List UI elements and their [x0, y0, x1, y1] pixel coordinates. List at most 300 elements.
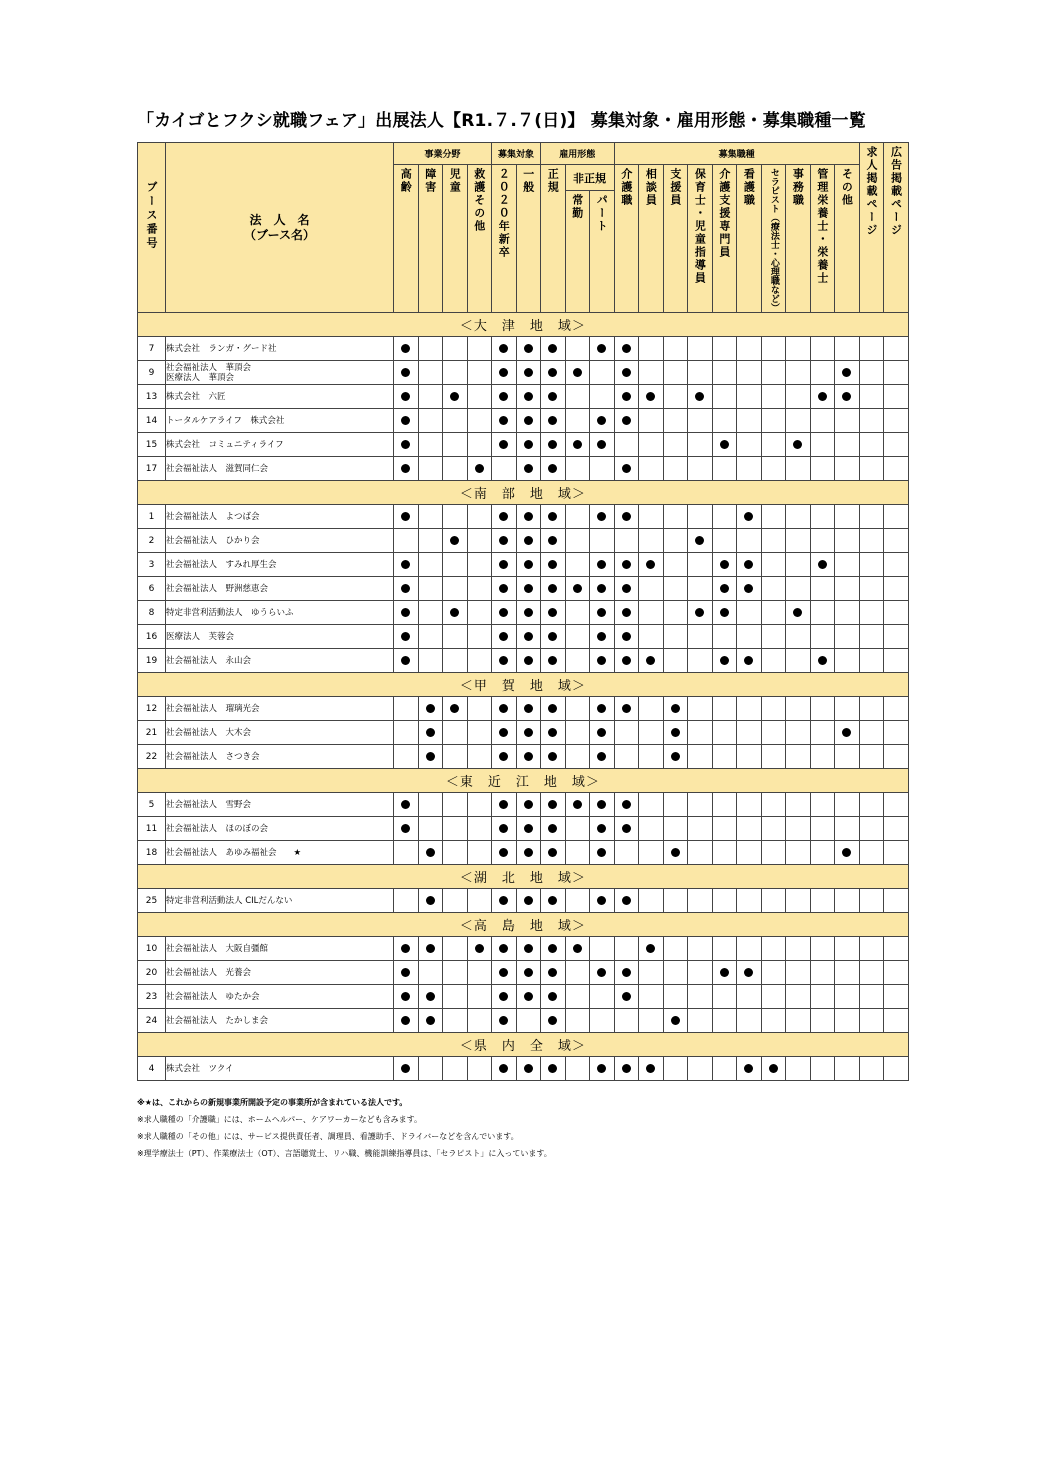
applicable-mark [524, 824, 533, 833]
mark-cell [492, 985, 517, 1009]
corporation-name [166, 529, 394, 553]
mark-cell [712, 625, 737, 649]
region-label: ＜東 近 江 地 域＞ [138, 769, 909, 793]
mark-cell [835, 409, 860, 433]
corporation-name-line: 社会福祉法人 光養会 [166, 967, 252, 978]
mark-cell [884, 1009, 909, 1033]
mark-cell [835, 793, 860, 817]
mark-cell [565, 889, 590, 913]
mark-cell [737, 337, 762, 361]
mark-cell [443, 601, 468, 625]
mark-cell [443, 505, 468, 529]
col-children: 児童 [443, 165, 468, 313]
table-row [138, 409, 909, 433]
corporation-name [166, 601, 394, 625]
mark-cell [541, 529, 566, 553]
mark-cell [639, 697, 664, 721]
mark-cell [786, 361, 811, 385]
mark-cell [443, 817, 468, 841]
mark-cell [590, 625, 615, 649]
col-general: 一般 [516, 165, 541, 313]
mark-cell [639, 985, 664, 1009]
applicable-mark [744, 968, 753, 977]
mark-cell [443, 529, 468, 553]
mark-cell [418, 361, 443, 385]
mark-cell [761, 1057, 786, 1081]
mark-cell [639, 961, 664, 985]
mark-cell [835, 577, 860, 601]
mark-cell [467, 409, 492, 433]
mark-cell [590, 409, 615, 433]
col-elderly: 高齢 [394, 165, 419, 313]
mark-cell [859, 697, 884, 721]
mark-cell [639, 385, 664, 409]
mark-cell [467, 889, 492, 913]
mark-cell [418, 649, 443, 673]
applicable-mark [573, 944, 582, 953]
mark-cell [492, 337, 517, 361]
table-row [138, 1009, 909, 1033]
mark-cell [467, 553, 492, 577]
mark-cell [443, 793, 468, 817]
mark-cell [761, 937, 786, 961]
mark-cell [810, 937, 835, 961]
mark-cell [786, 601, 811, 625]
mark-cell [443, 409, 468, 433]
corporation-name-line: 医療法人 華頂会 [166, 372, 235, 383]
mark-cell [835, 457, 860, 481]
applicable-mark [548, 608, 557, 617]
mark-cell [541, 793, 566, 817]
mark-cell [443, 1057, 468, 1081]
applicable-mark [499, 824, 508, 833]
mark-cell [418, 385, 443, 409]
mark-cell [712, 697, 737, 721]
applicable-mark [450, 608, 459, 617]
applicable-mark [597, 656, 606, 665]
applicable-mark [524, 632, 533, 641]
mark-cell [884, 793, 909, 817]
table-row [138, 937, 909, 961]
applicable-mark [818, 560, 827, 569]
mark-cell [443, 961, 468, 985]
mark-cell [516, 985, 541, 1009]
mark-cell [761, 361, 786, 385]
applicable-mark [720, 560, 729, 569]
mark-cell [516, 793, 541, 817]
applicable-mark [524, 608, 533, 617]
mark-cell [859, 361, 884, 385]
mark-cell [639, 649, 664, 673]
applicable-mark [401, 584, 410, 593]
mark-cell [541, 505, 566, 529]
mark-cell [810, 961, 835, 985]
booth-number: 7 [138, 337, 166, 361]
table-row [138, 337, 909, 361]
applicable-mark [524, 848, 533, 857]
table-row [138, 601, 909, 625]
corporation-name [166, 625, 394, 649]
mark-cell [443, 649, 468, 673]
applicable-mark [622, 416, 631, 425]
corporation-name [166, 361, 394, 385]
mark-cell [639, 1009, 664, 1033]
booth-number: 23 [138, 985, 166, 1009]
col-counselor: 相談員 [639, 165, 664, 313]
mark-cell [884, 409, 909, 433]
mark-cell [761, 985, 786, 1009]
mark-cell [541, 985, 566, 1009]
mark-cell [614, 793, 639, 817]
applicable-mark [695, 608, 704, 617]
mark-cell [541, 601, 566, 625]
mark-cell [614, 937, 639, 961]
exhibitor-table [137, 142, 909, 1081]
mark-cell [565, 697, 590, 721]
mark-cell [663, 1009, 688, 1033]
mark-cell [737, 553, 762, 577]
applicable-mark [597, 968, 606, 977]
col-care-manager: 介護支援専門員 [712, 165, 737, 313]
non-regular-header: 非正規 [565, 165, 614, 191]
mark-cell [737, 889, 762, 913]
applicable-mark [818, 656, 827, 665]
mark-cell [467, 745, 492, 769]
mark-cell [467, 361, 492, 385]
mark-cell [761, 649, 786, 673]
mark-cell [492, 841, 517, 865]
corporation-name [166, 385, 394, 409]
mark-cell [639, 433, 664, 457]
region-row [138, 865, 909, 889]
col-dietitian: 管理栄養士・栄養士 [810, 165, 835, 313]
applicable-mark [548, 800, 557, 809]
applicable-mark [818, 392, 827, 401]
mark-cell [663, 457, 688, 481]
mark-cell [737, 985, 762, 1009]
mark-cell [810, 793, 835, 817]
mark-cell [786, 337, 811, 361]
mark-cell [492, 817, 517, 841]
mark-cell [663, 625, 688, 649]
applicable-mark [401, 824, 410, 833]
corporation-name-line: トータルケアライフ 株式会社 [166, 415, 285, 426]
applicable-mark [842, 848, 851, 857]
region-row [138, 769, 909, 793]
mark-cell [516, 649, 541, 673]
mark-cell [884, 529, 909, 553]
mark-cell [663, 649, 688, 673]
applicable-mark [499, 848, 508, 857]
mark-cell [859, 889, 884, 913]
applicable-mark [597, 752, 606, 761]
mark-cell [492, 577, 517, 601]
mark-cell [712, 889, 737, 913]
mark-cell [614, 457, 639, 481]
corporation-name-line: 社会福祉法人 華頂会 [166, 362, 252, 373]
applicable-mark [646, 392, 655, 401]
mark-cell [786, 961, 811, 985]
mark-cell [467, 337, 492, 361]
corporation-name [166, 337, 394, 361]
mark-cell [737, 361, 762, 385]
mark-cell [663, 361, 688, 385]
mark-cell [786, 937, 811, 961]
mark-cell [688, 361, 713, 385]
mark-cell [639, 457, 664, 481]
mark-cell [835, 625, 860, 649]
mark-cell [394, 1009, 419, 1033]
mark-cell [859, 625, 884, 649]
booth-number-header: ブース番号 [138, 143, 166, 313]
mark-cell [786, 841, 811, 865]
mark-cell [663, 433, 688, 457]
mark-cell [541, 721, 566, 745]
mark-cell [541, 337, 566, 361]
mark-cell [590, 793, 615, 817]
applicable-mark [401, 392, 410, 401]
mark-cell [737, 433, 762, 457]
mark-cell [541, 433, 566, 457]
applicable-mark [548, 344, 557, 353]
mark-cell [467, 697, 492, 721]
mark-cell [859, 1009, 884, 1033]
mark-cell [492, 697, 517, 721]
applicable-mark [450, 536, 459, 545]
applicable-mark [401, 464, 410, 473]
mark-cell [590, 985, 615, 1009]
mark-cell [835, 1009, 860, 1033]
corporation-name [166, 697, 394, 721]
mark-cell [737, 841, 762, 865]
applicable-mark [524, 944, 533, 953]
mark-cell [761, 625, 786, 649]
mark-cell [394, 553, 419, 577]
applicable-mark [401, 968, 410, 977]
mark-cell [761, 577, 786, 601]
applicable-mark [524, 536, 533, 545]
applicable-mark [622, 608, 631, 617]
mark-cell [688, 529, 713, 553]
mark-cell [884, 505, 909, 529]
mark-cell [810, 337, 835, 361]
mark-cell [614, 841, 639, 865]
mark-cell [590, 553, 615, 577]
mark-cell [712, 385, 737, 409]
applicable-mark [744, 560, 753, 569]
mark-cell [810, 457, 835, 481]
mark-cell [688, 385, 713, 409]
mark-cell [639, 745, 664, 769]
applicable-mark [499, 416, 508, 425]
mark-cell [516, 697, 541, 721]
applicable-mark [401, 368, 410, 377]
mark-cell [516, 577, 541, 601]
mark-cell [663, 337, 688, 361]
corporation-name-line: 社会福祉法人 永山会 [166, 655, 252, 666]
mark-cell [663, 697, 688, 721]
mark-cell [835, 697, 860, 721]
mark-cell [761, 889, 786, 913]
applicable-mark [597, 896, 606, 905]
mark-cell [884, 601, 909, 625]
mark-cell [394, 409, 419, 433]
booth-number: 21 [138, 721, 166, 745]
applicable-mark [524, 896, 533, 905]
applicable-mark [720, 608, 729, 617]
mark-cell [418, 553, 443, 577]
mark-cell [492, 553, 517, 577]
applicable-mark [426, 752, 435, 761]
applicable-mark [548, 440, 557, 449]
mark-cell [835, 745, 860, 769]
mark-cell [712, 961, 737, 985]
applicable-mark [524, 392, 533, 401]
mark-cell [639, 505, 664, 529]
applicable-mark [475, 464, 484, 473]
applicable-mark [499, 992, 508, 1001]
mark-cell [712, 793, 737, 817]
booth-number: 22 [138, 745, 166, 769]
region-label: ＜高 島 地 域＞ [138, 913, 909, 937]
applicable-mark [499, 752, 508, 761]
mark-cell [761, 529, 786, 553]
table-row [138, 577, 909, 601]
region-row [138, 313, 909, 337]
table-row [138, 721, 909, 745]
applicable-mark [695, 536, 704, 545]
mark-cell [614, 889, 639, 913]
mark-cell [541, 361, 566, 385]
mark-cell [394, 361, 419, 385]
mark-cell [737, 457, 762, 481]
mark-cell [859, 601, 884, 625]
mark-cell [443, 1009, 468, 1033]
mark-cell [835, 361, 860, 385]
mark-cell [639, 1057, 664, 1081]
mark-cell [810, 601, 835, 625]
applicable-mark [499, 728, 508, 737]
col-care-worker: 介護職 [614, 165, 639, 313]
col-support-staff: 支援員 [663, 165, 688, 313]
applicable-mark [622, 896, 631, 905]
applicable-mark [548, 584, 557, 593]
mark-cell [467, 1009, 492, 1033]
mark-cell [663, 721, 688, 745]
footnotes [137, 1094, 552, 1162]
mark-cell [688, 433, 713, 457]
mark-cell [443, 577, 468, 601]
applicable-mark [524, 968, 533, 977]
mark-cell [394, 745, 419, 769]
mark-cell [394, 457, 419, 481]
mark-cell [786, 577, 811, 601]
mark-cell [712, 817, 737, 841]
mark-cell [639, 625, 664, 649]
col-new-grad-2020: ２０２０年新卒 [492, 165, 517, 313]
applicable-mark [622, 632, 631, 641]
mark-cell [467, 985, 492, 1009]
mark-cell [737, 649, 762, 673]
mark-cell [786, 649, 811, 673]
mark-cell [541, 745, 566, 769]
mark-cell [761, 601, 786, 625]
region-row [138, 673, 909, 697]
table-row [138, 817, 909, 841]
booth-number: 25 [138, 889, 166, 913]
mark-cell [786, 889, 811, 913]
mark-cell [394, 697, 419, 721]
mark-cell [761, 433, 786, 457]
corporation-name-line: 社会福祉法人 たかしま会 [166, 1015, 269, 1026]
mark-cell [590, 1057, 615, 1081]
applicable-mark [401, 440, 410, 449]
applicable-mark [426, 728, 435, 737]
mark-cell [639, 529, 664, 553]
mark-cell [835, 937, 860, 961]
mark-cell [712, 937, 737, 961]
mark-cell [516, 721, 541, 745]
mark-cell [688, 1057, 713, 1081]
corporation-name-line: 社会福祉法人 大木会 [166, 727, 252, 738]
mark-cell [688, 649, 713, 673]
mark-cell [786, 745, 811, 769]
booth-number: 9 [138, 361, 166, 385]
applicable-mark [450, 392, 459, 401]
mark-cell [663, 985, 688, 1009]
mark-cell [663, 937, 688, 961]
applicable-mark [499, 536, 508, 545]
mark-cell [859, 553, 884, 577]
mark-cell [835, 385, 860, 409]
mark-cell [810, 649, 835, 673]
booth-number: 5 [138, 793, 166, 817]
mark-cell [590, 817, 615, 841]
mark-cell [590, 841, 615, 865]
mark-cell [614, 529, 639, 553]
mark-cell [884, 1057, 909, 1081]
mark-cell [859, 721, 884, 745]
mark-cell [467, 961, 492, 985]
applicable-mark [548, 392, 557, 401]
note-other: ※求人職種の「その他」には、サービス提供責任者、調理員、看護助手、ドライバーなどを含んでいます。 [137, 1132, 519, 1141]
mark-cell [614, 337, 639, 361]
mark-cell [565, 601, 590, 625]
applicable-mark [622, 344, 631, 353]
mark-cell [443, 433, 468, 457]
mark-cell [639, 793, 664, 817]
mark-cell [516, 553, 541, 577]
target-header: 募集対象 [492, 143, 541, 165]
employment-type-header: 雇用形態 [541, 143, 615, 165]
applicable-mark [744, 656, 753, 665]
applicable-mark [524, 656, 533, 665]
mark-cell [467, 625, 492, 649]
col-childcare: 保育士・児童指導員 [688, 165, 713, 313]
applicable-mark [597, 416, 606, 425]
mark-cell [786, 625, 811, 649]
applicable-mark [548, 632, 557, 641]
mark-cell [394, 601, 419, 625]
mark-cell [418, 601, 443, 625]
mark-cell [688, 793, 713, 817]
applicable-mark [720, 440, 729, 449]
mark-cell [737, 961, 762, 985]
mark-cell [884, 961, 909, 985]
mark-cell [394, 337, 419, 361]
mark-cell [492, 937, 517, 961]
applicable-mark [499, 656, 508, 665]
